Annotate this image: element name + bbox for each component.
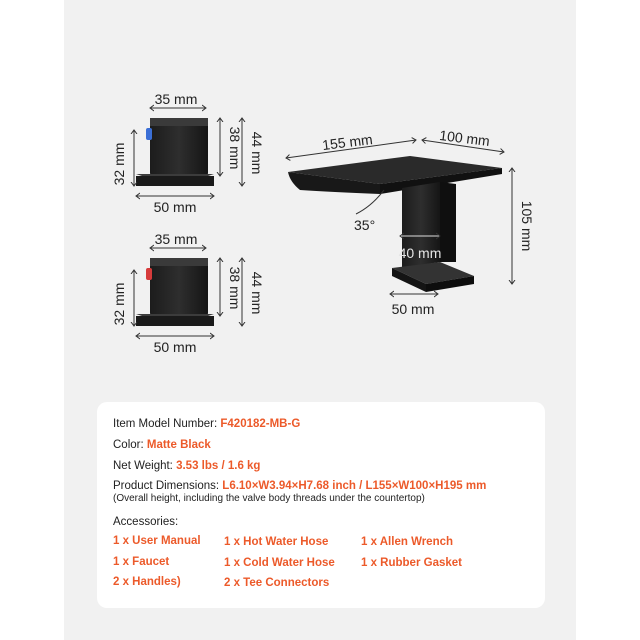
spout-width-label: 100 mm	[438, 127, 491, 150]
hot-total-height-label: 44 mm	[249, 131, 265, 175]
hot-base-height-label: 32 mm	[111, 142, 127, 186]
hot-base-width-label: 50 mm	[153, 199, 197, 215]
red-indicator-icon	[146, 268, 152, 280]
color-value: Matte Black	[146, 439, 211, 451]
cold-width-label: 35 mm	[154, 231, 198, 247]
hot-handle	[136, 118, 214, 186]
handle-body	[150, 258, 208, 316]
dimensions-note: (Overall height, including the valve body threads under the countertop)	[113, 493, 425, 504]
handle-top	[150, 258, 208, 266]
spout-angle-label: 35°	[354, 217, 376, 233]
accessory-item: 1 x Allen Wrench	[361, 536, 454, 548]
dimensions-label: Product Dimensions:	[113, 480, 223, 492]
accessory-item: 1 x Cold Water Hose	[224, 557, 335, 569]
accessory-item: 1 x User Manual	[113, 535, 201, 547]
accessory-item: 1 x Rubber Gasket	[361, 557, 462, 569]
spout-base-width-label: 50 mm	[391, 301, 435, 317]
accessory-item: 1 x Faucet	[113, 556, 170, 568]
spout-length-label: 155 mm	[321, 131, 374, 154]
model-row	[113, 418, 300, 430]
spec-card	[97, 402, 545, 608]
dimensions-value: L6.10×W3.94×H7.68 inch / L155×W100×H195 mm	[222, 480, 487, 492]
cold-height-label: 38 mm	[227, 266, 243, 310]
weight-row	[113, 460, 260, 472]
color-label: Color:	[113, 439, 147, 451]
handle-base	[136, 176, 214, 186]
dimensions-row	[113, 480, 486, 492]
model-label: Item Model Number:	[113, 418, 221, 430]
accessories-title: Accessories:	[113, 516, 179, 528]
cold-base-width-label: 50 mm	[153, 339, 197, 355]
model-value: F420182-MB-G	[220, 418, 301, 430]
cold-handle	[136, 258, 214, 326]
accessory-item: 2 x Handles)	[113, 576, 181, 588]
blue-indicator-icon	[146, 128, 152, 140]
weight-value: 3.53 lbs / 1.6 kg	[176, 460, 261, 472]
cold-total-height-label: 44 mm	[249, 271, 265, 315]
spout-height-label: 105 mm	[519, 200, 535, 252]
accessory-item: 1 x Hot Water Hose	[224, 536, 329, 548]
color-row	[113, 439, 211, 451]
handle-base	[136, 316, 214, 326]
spout-column-width-label: 40 mm	[398, 245, 442, 261]
accessory-item: 2 x Tee Connectors	[224, 577, 330, 589]
cold-base-height-label: 32 mm	[111, 282, 127, 326]
handle-body	[150, 118, 208, 176]
spout-faucet	[288, 156, 502, 292]
handle-top	[150, 118, 208, 126]
weight-label: Net Weight:	[113, 460, 177, 472]
hot-width-label: 35 mm	[154, 91, 198, 107]
hot-height-label: 38 mm	[227, 126, 243, 170]
